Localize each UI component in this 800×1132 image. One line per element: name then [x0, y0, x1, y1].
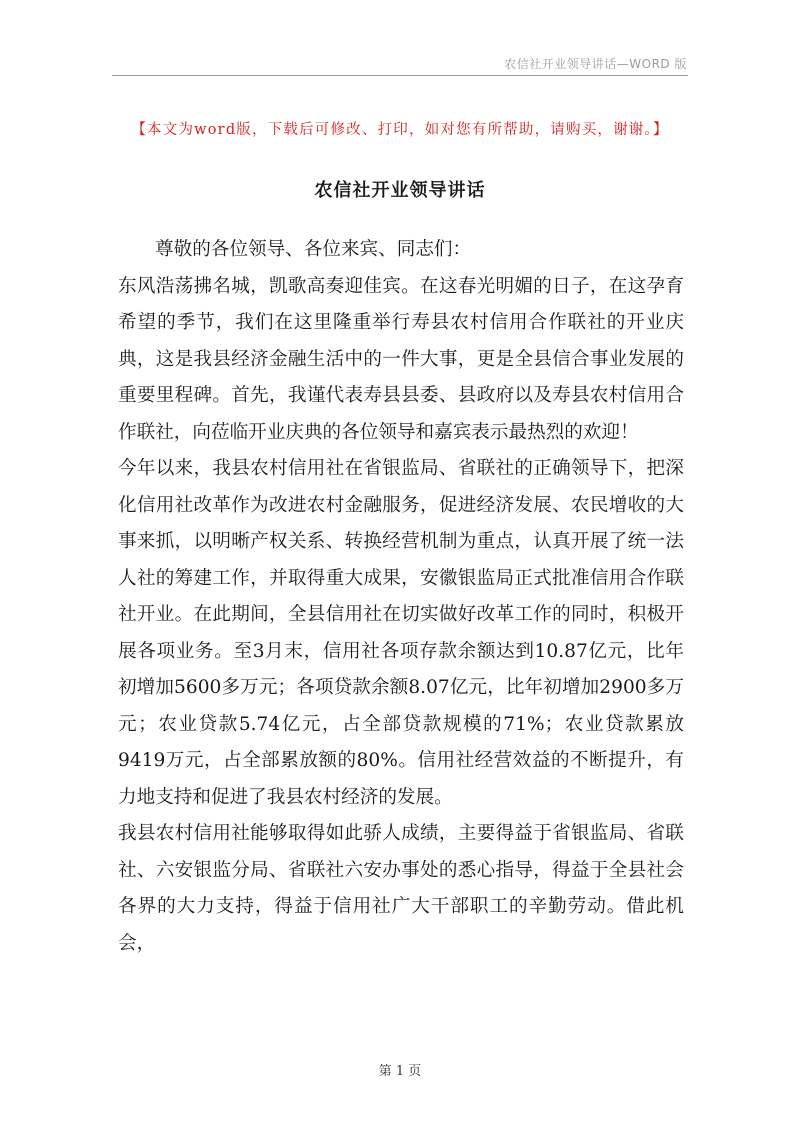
page-number: 第 1 页 [378, 1064, 422, 1079]
running-header-title: 农信社开业领导讲话—WORD 版 [504, 57, 687, 71]
paragraph-achievements: 今年以来，我县农村信用社在省银监局、省联社的正确领导下，把深化信用社改革作为改进农村金融服务，促进经济发展、农民增收的大事来抓，以明晰产权关系、转换经营机制为重点，认真开展了统一法人社的筹建工作，并取得重大成果，安徽银监局正式批准信用合作联社开业。在此期间，全县信用社在切实做好改革工作的同时，积极开展各项业务。至3月末，信用社各项存款余额达到10.87亿元，比年初增加5600多万元；各项贷款余额8.07亿元，比年初增加2900多万元；农业贷款5.74亿元，占全部贷款规模的71%；农业贷款累放9419万元，占全部累放额的80%。信用社经营效益的不断提升，有力地支持和促进了我县农村经济的发展。 [118, 458, 684, 808]
paragraph-thanks: 我县农村信用社能够取得如此骄人成绩，主要得益于省银监局、省联社、六安银监分局、省联社六安办事处的悉心指导，得益于全县社会各界的大力支持，得益于信用社广大干部职工的辛勤劳动。借此机会， [118, 823, 684, 954]
header-divider [112, 75, 688, 76]
download-notice: 【本文为word版，下载后可修改、打印，如对您有所帮助，请购买，谢谢。】 [131, 122, 669, 138]
paragraph-opening: 东风浩荡拂名城，凯歌高奏迎佳宾。在这春光明媚的日子，在这孕育希望的季节，我们在这里隆重举行寿县农村信用合作联社的开业庆典，这是我县经济金融生活中的一件大事，更是全县信合事业发展的重要里程碑。首先，我谨代表寿县县委、县政府以及寿县农村信用合作联社，向莅临开业庆典的各位领导和嘉宾表示最热烈的欢迎！ [118, 275, 684, 443]
document-title: 农信社开业领导讲话 [314, 180, 486, 201]
greeting-line: 尊敬的各位领导、各位来宾、同志们： [155, 239, 472, 260]
document-body [118, 232, 684, 962]
